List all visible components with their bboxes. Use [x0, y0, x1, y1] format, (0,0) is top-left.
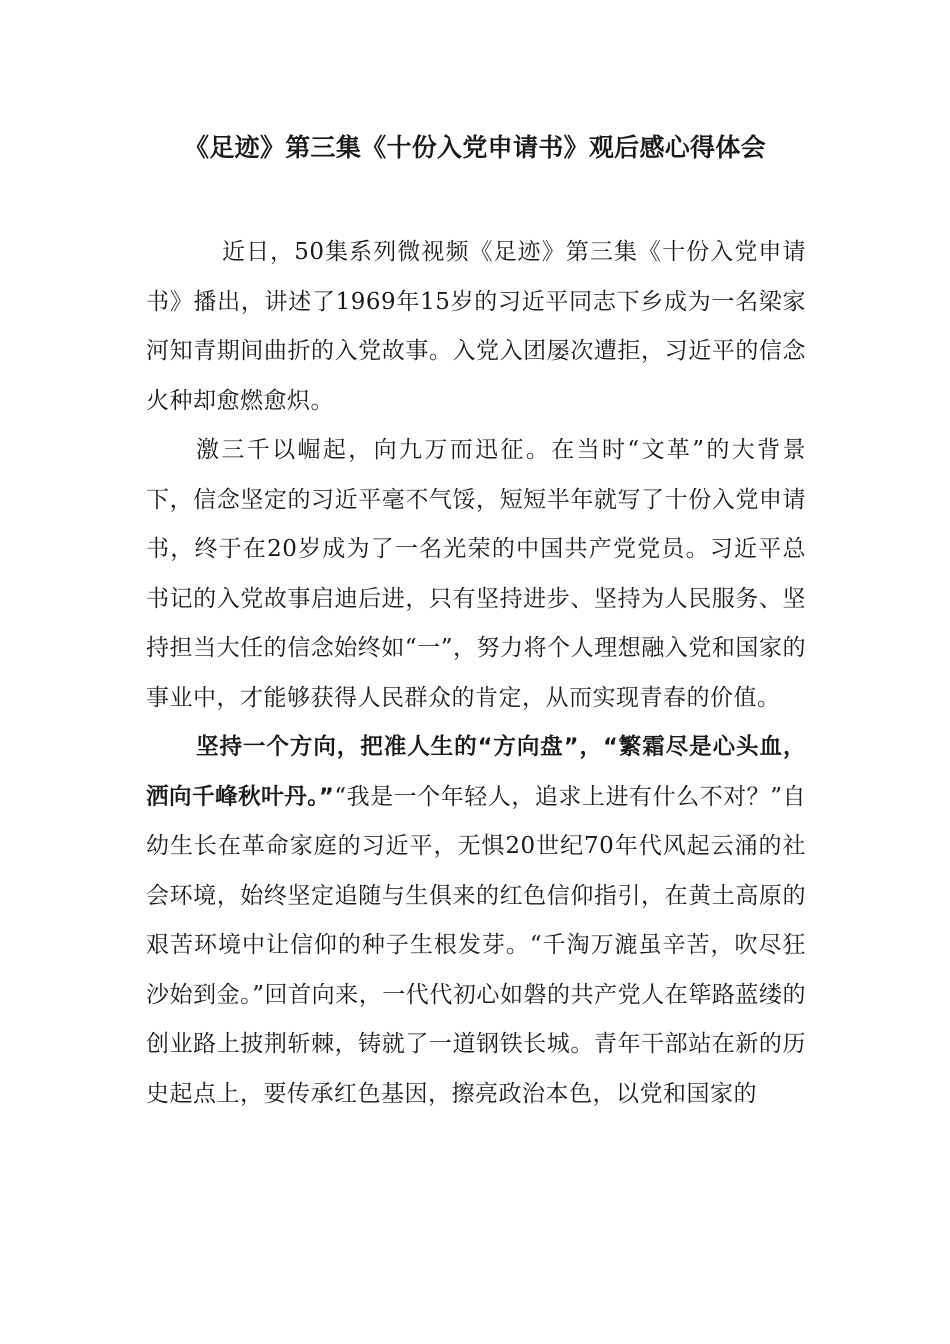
paragraph-3-text: “我是一个年轻人，追求上进有什么不对？”自幼生长在革命家庭的习近平，无惧20世纪70年代风起云涌的社会环境，始终坚定追随与生俱来的红色信仰指引，在黄土高原的艰苦环境中让信仰的种子生根发芽。“千淘万漉虽辛苦，吹尽狂沙始到金。”回首向来，一代代初心如磐的共产党人在筚路蓝缕的创业路上披荆斩棘，铸就了一道钢铁长城。青年干部站在新的历史起点上，要传承红色基因，擦亮政治本色，以党和国家的: [146, 783, 806, 1107]
paragraph-1-text: 近日，50集系列微视频《足迹》第三集《十份入党申请书》播出，讲述了1969年15岁的习近平同志下乡成为一名梁家河知青期间曲折的入党故事。入党入团屡次遭拒，习近平的信念火种却愈燃愈炽。: [146, 239, 806, 414]
document-title: 《足迹》第三集《十份入党申请书》观后感心得体会: [184, 133, 766, 162]
paragraph-1: [146, 228, 806, 426]
document-body: [146, 228, 806, 1119]
paragraph-3-heading: 坚持一个方向，把准人生的“方向盘”，“繁霜尽是心头血，洒向千峰秋叶丹。”: [146, 734, 806, 810]
paragraph-2: [146, 426, 806, 723]
paragraph-2-text: 激三千以崛起，向九万而迅征。在当时“文革”的大背景下，信念坚定的习近平毫不气馁，短短半年就写了十份入党申请书，终于在20岁成为了一名光荣的中国共产党党员。习近平总书记的入党故事启迪后进，只有坚持进步、坚持为人民服务、坚持担当大任的信念始终如“一”，努力将个人理想融入党和国家的事业中，才能够获得人民群众的肯定，从而实现青春的价值。: [146, 437, 806, 711]
paragraph-3: [146, 723, 806, 1119]
